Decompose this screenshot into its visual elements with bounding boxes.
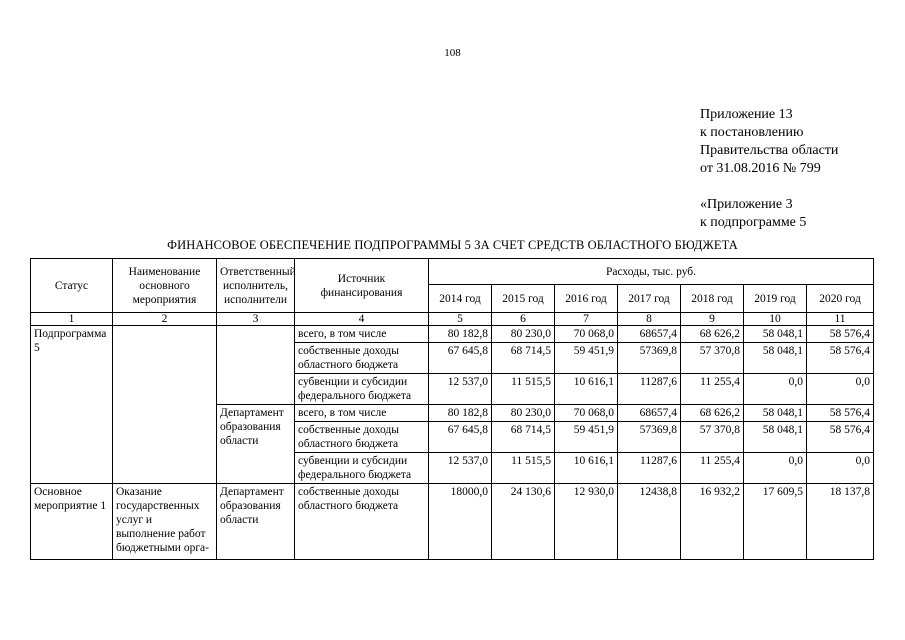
- value-cell: 12 930,0: [555, 484, 618, 560]
- appendix-line: Правительства области: [700, 143, 839, 158]
- value-cell: 0,0: [807, 374, 874, 405]
- value-cell: 12 537,0: [429, 374, 492, 405]
- column-number: 10: [744, 313, 807, 326]
- value-cell: 67 645,8: [429, 343, 492, 374]
- source-cell: собственные доходы областного бюджета: [295, 422, 429, 453]
- column-number: 1: [31, 313, 113, 326]
- value-cell: 24 130,6: [492, 484, 555, 560]
- value-cell: 11 515,5: [492, 453, 555, 484]
- column-number: 7: [555, 313, 618, 326]
- value-cell: 57 370,8: [681, 422, 744, 453]
- source-cell: собственные доходы областного бюджета: [295, 484, 429, 560]
- header-year: 2020 год: [807, 285, 874, 313]
- value-cell: 68 626,2: [681, 326, 744, 343]
- value-cell: 12 537,0: [429, 453, 492, 484]
- value-cell: 80 182,8: [429, 405, 492, 422]
- source-cell: субвенции и субсидии федерального бюджета: [295, 374, 429, 405]
- value-cell: 0,0: [744, 453, 807, 484]
- value-cell: 68 626,2: [681, 405, 744, 422]
- value-cell: 67 645,8: [429, 422, 492, 453]
- value-cell: 10 616,1: [555, 374, 618, 405]
- header-year: 2017 год: [618, 285, 681, 313]
- value-cell: 58 576,4: [807, 326, 874, 343]
- column-number: 11: [807, 313, 874, 326]
- financing-table: [30, 258, 874, 560]
- header-year: 2019 год: [744, 285, 807, 313]
- name-cell: [113, 326, 217, 484]
- value-cell: 11 255,4: [681, 374, 744, 405]
- value-cell: 18000,0: [429, 484, 492, 560]
- appendix-line: от 31.08.2016 № 799: [700, 161, 821, 176]
- value-cell: 59 451,9: [555, 422, 618, 453]
- value-cell: 12438,8: [618, 484, 681, 560]
- appendix-block: [700, 106, 838, 232]
- table-row: [31, 326, 874, 343]
- responsible-cell: Департамент образования области: [217, 405, 295, 484]
- column-number: 2: [113, 313, 217, 326]
- value-cell: 58 576,4: [807, 405, 874, 422]
- status-cell: [31, 405, 113, 484]
- header-year: 2014 год: [429, 285, 492, 313]
- column-number: 5: [429, 313, 492, 326]
- value-cell: 68 714,5: [492, 422, 555, 453]
- value-cell: 11 515,5: [492, 374, 555, 405]
- value-cell: 80 230,0: [492, 326, 555, 343]
- value-cell: 57 370,8: [681, 343, 744, 374]
- header-source: Источник финансирования: [295, 259, 429, 313]
- header-name: Наименование основного мероприятия: [113, 259, 217, 313]
- header-responsible: Ответственный исполнитель, исполнители: [217, 259, 295, 313]
- value-cell: 11 255,4: [681, 453, 744, 484]
- column-number: 9: [681, 313, 744, 326]
- value-cell: 58 048,1: [744, 422, 807, 453]
- appendix-line: «Приложение 3: [700, 197, 793, 212]
- document-title: ФИНАНСОВОЕ ОБЕСПЕЧЕНИЕ ПОДПРОГРАММЫ 5 ЗА СЧЕТ СРЕДСТВ ОБЛАСТНОГО БЮДЖЕТА: [167, 238, 738, 252]
- column-number: 8: [618, 313, 681, 326]
- appendix-line: Приложение 13: [700, 107, 793, 122]
- value-cell: 70 068,0: [555, 326, 618, 343]
- value-cell: 58 048,1: [744, 405, 807, 422]
- value-cell: 10 616,1: [555, 453, 618, 484]
- column-number: 6: [492, 313, 555, 326]
- value-cell: 11287,6: [618, 374, 681, 405]
- value-cell: 59 451,9: [555, 343, 618, 374]
- value-cell: 68 714,5: [492, 343, 555, 374]
- source-cell: всего, в том числе: [295, 326, 429, 343]
- value-cell: 58 048,1: [744, 326, 807, 343]
- name-cell: Оказание государственных услуг и выполнение работ бюджетными орга-: [113, 484, 217, 560]
- header-expenses: Расходы, тыс. руб.: [429, 259, 874, 285]
- header-status: Статус: [31, 259, 113, 313]
- page-number: 108: [444, 47, 461, 59]
- value-cell: 18 137,8: [807, 484, 874, 560]
- value-cell: 58 576,4: [807, 422, 874, 453]
- source-cell: собственные доходы областного бюджета: [295, 343, 429, 374]
- status-cell: Основное мероприятие 1: [31, 484, 113, 560]
- value-cell: 17 609,5: [744, 484, 807, 560]
- column-number: 4: [295, 313, 429, 326]
- value-cell: 0,0: [807, 453, 874, 484]
- value-cell: 58 576,4: [807, 343, 874, 374]
- value-cell: 70 068,0: [555, 405, 618, 422]
- column-number: 3: [217, 313, 295, 326]
- header-year: 2016 год: [555, 285, 618, 313]
- value-cell: 0,0: [744, 374, 807, 405]
- value-cell: 80 182,8: [429, 326, 492, 343]
- appendix-line: к постановлению: [700, 125, 804, 140]
- responsible-cell: [217, 326, 295, 405]
- source-cell: субвенции и субсидии федерального бюджета: [295, 453, 429, 484]
- value-cell: 68657,4: [618, 326, 681, 343]
- appendix-line: к подпрограмме 5: [700, 215, 807, 230]
- source-cell: всего, в том числе: [295, 405, 429, 422]
- value-cell: 57369,8: [618, 422, 681, 453]
- value-cell: 16 932,2: [681, 484, 744, 560]
- value-cell: 68657,4: [618, 405, 681, 422]
- header-year: 2015 год: [492, 285, 555, 313]
- value-cell: 57369,8: [618, 343, 681, 374]
- header-year: 2018 год: [681, 285, 744, 313]
- status-cell: Подпрограмма 5: [31, 326, 113, 405]
- value-cell: 58 048,1: [744, 343, 807, 374]
- table-row: [31, 484, 874, 560]
- responsible-cell: Департамент образования области: [217, 484, 295, 560]
- value-cell: 11287,6: [618, 453, 681, 484]
- value-cell: 80 230,0: [492, 405, 555, 422]
